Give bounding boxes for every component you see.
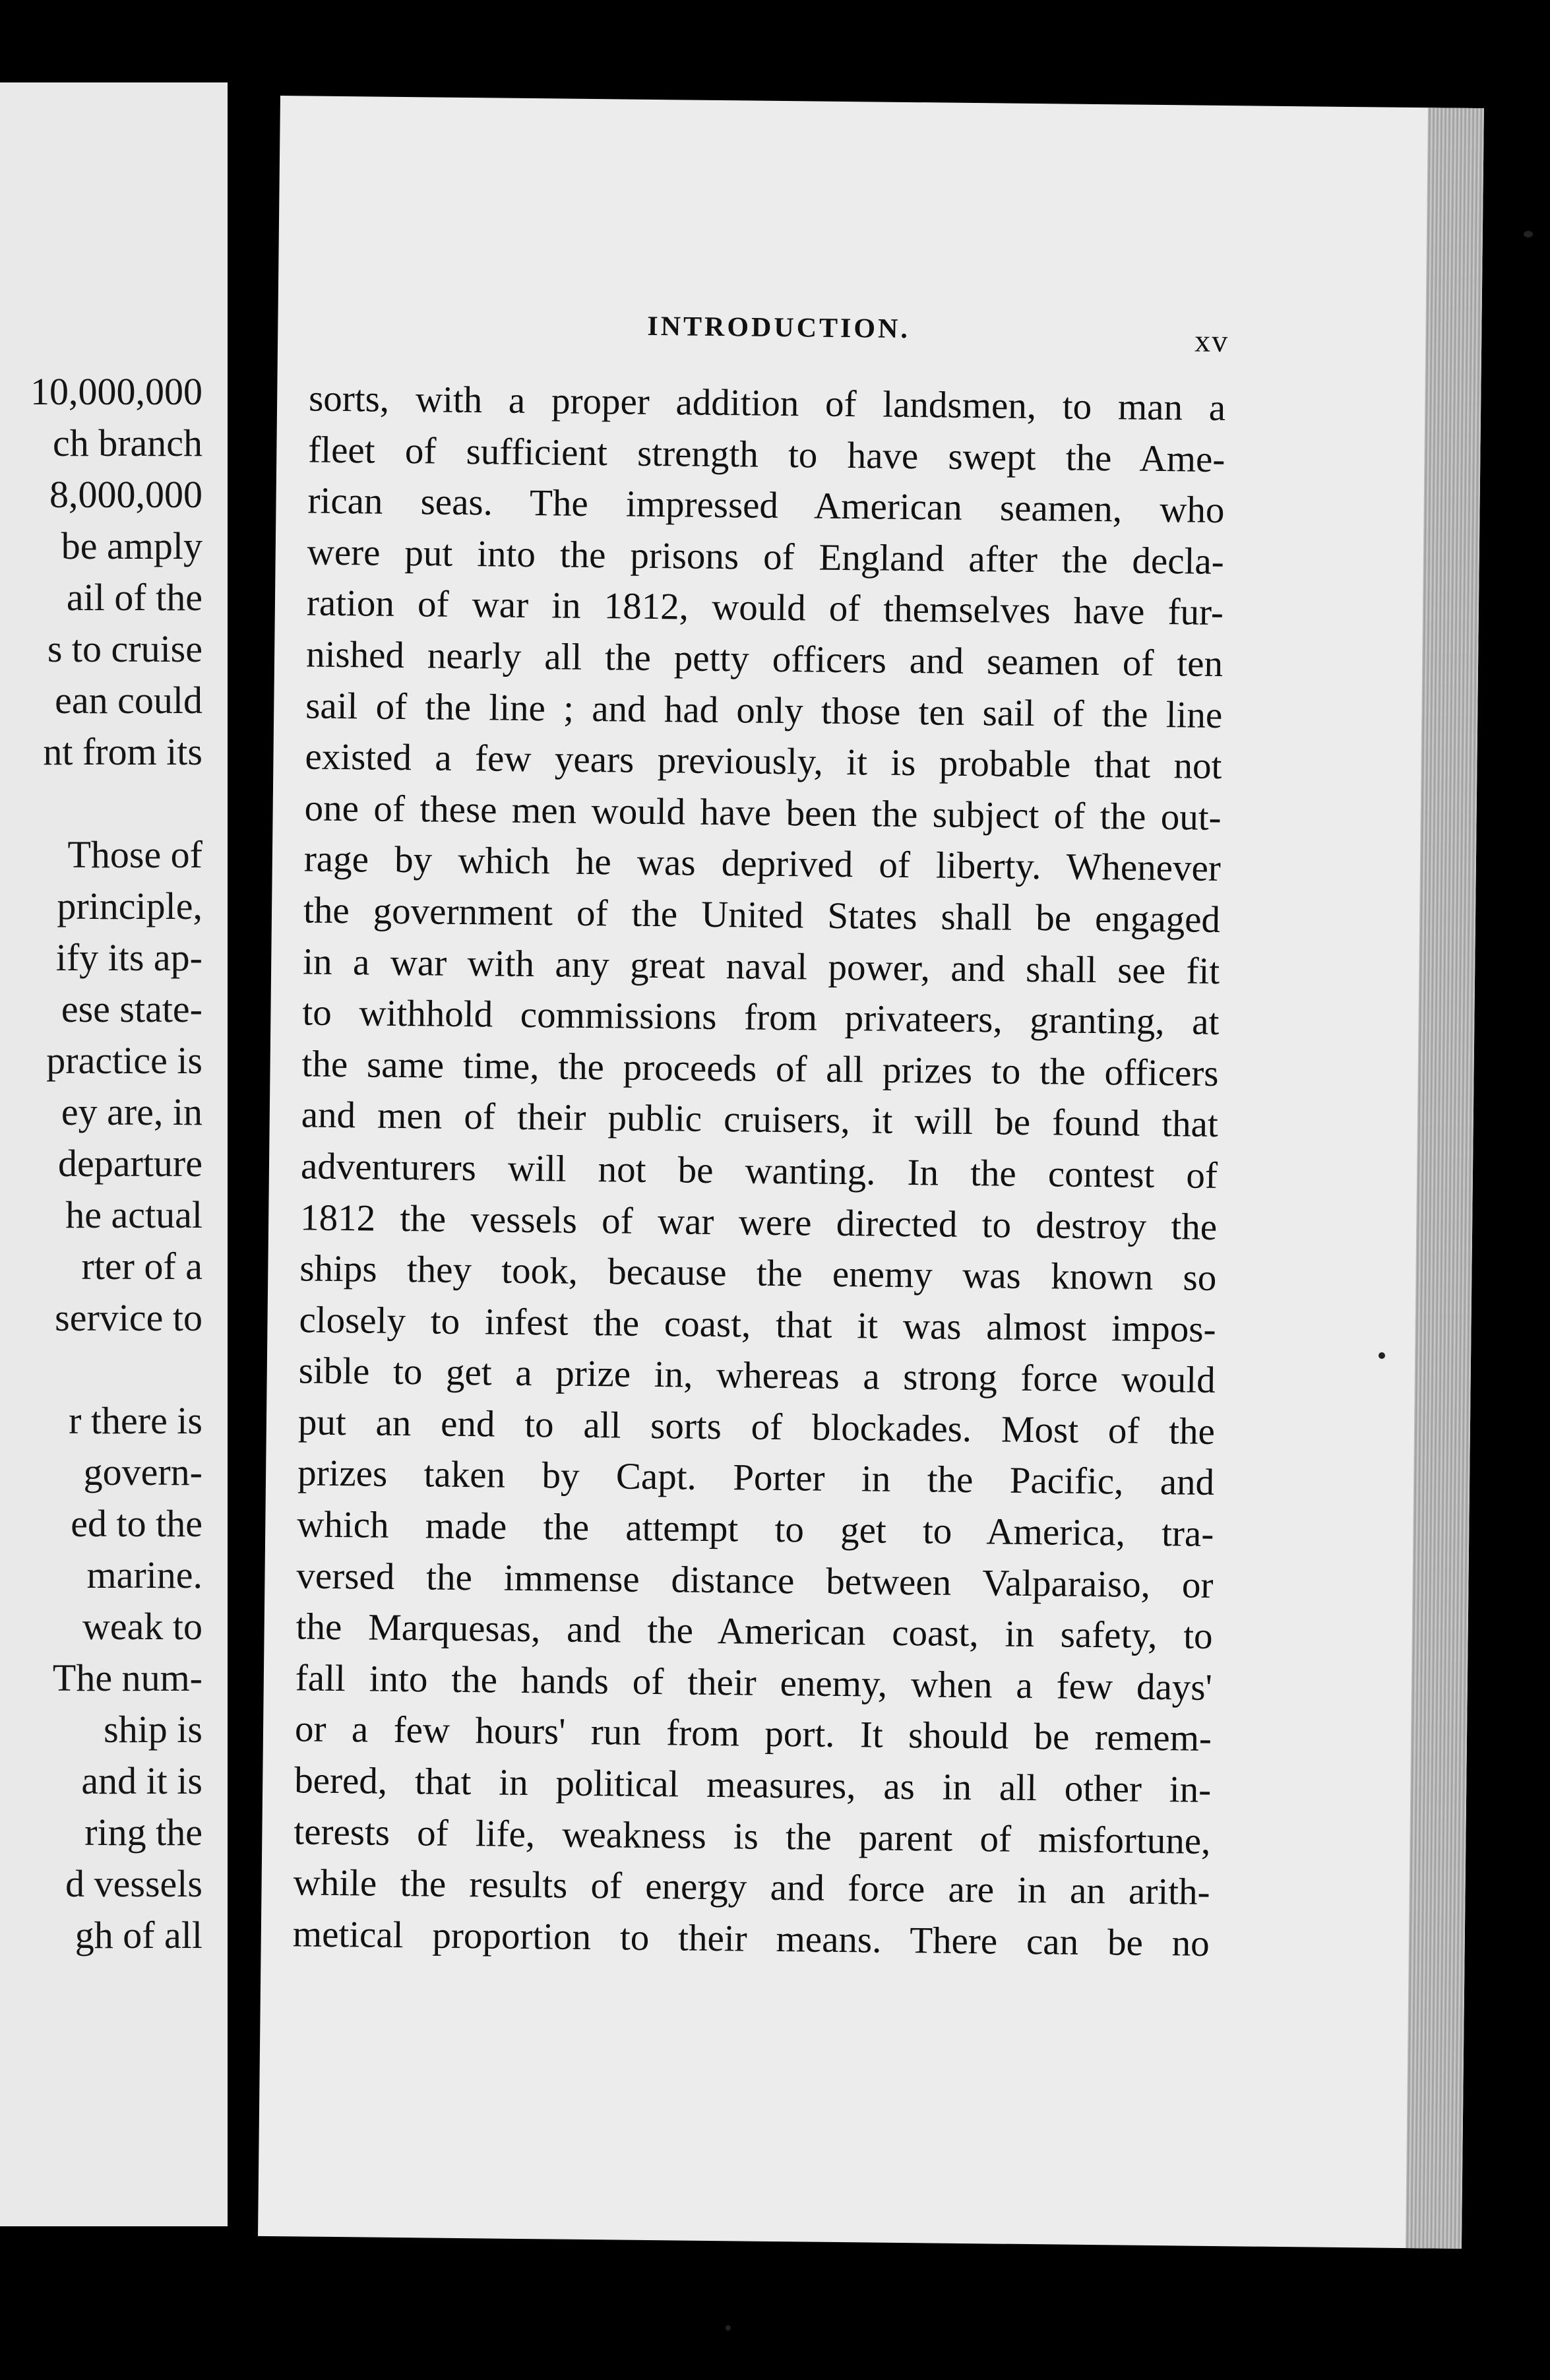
text-line: existed a few years previously, it is probable that not	[305, 736, 1222, 788]
text-line: 1812 the vessels of war were directed to destroy the	[299, 1196, 1218, 1248]
text-line: principle,	[57, 885, 202, 927]
text-line: 10,000,000	[30, 370, 202, 413]
text-line: govern-	[83, 1451, 202, 1493]
text-line: rage by which he was deprived of liberty. Whenever	[303, 838, 1222, 890]
text-line	[30, 1344, 202, 1395]
text-line: fleet of sufficient strength to have swept the Ame-	[308, 429, 1225, 480]
text-line: ail of the	[66, 576, 202, 619]
text-line	[30, 778, 202, 829]
text-line: adventurers will not be wanting. In the contest of	[300, 1145, 1218, 1197]
text-line: while the results of energy and force are in an arith-	[293, 1862, 1210, 1914]
text-line: rter of a	[81, 1245, 202, 1288]
text-line: sorts, with a proper addition of landsmen, to man a	[308, 377, 1226, 429]
text-line: sible to get a prize in, whereas a strong force would	[298, 1350, 1216, 1402]
dust-speck	[1524, 231, 1533, 237]
text-line: one of these men would have been the subject of the out-	[304, 787, 1222, 838]
text-line: d vessels	[65, 1862, 202, 1905]
text-line: ship is	[104, 1708, 202, 1751]
text-line: were put into the prisons of England after the decla-	[307, 531, 1225, 582]
text-line: the government of the United States shall be engaged	[303, 889, 1221, 941]
text-line: in a war with any great naval power, and shall see fit	[302, 940, 1220, 992]
text-line: ese state-	[61, 987, 202, 1030]
text-line: be amply	[61, 524, 202, 567]
text-line: ed to the	[71, 1502, 202, 1545]
text-line: marine.	[86, 1553, 202, 1596]
text-line: ify its ap-	[55, 936, 202, 979]
text-line: ships they took, because the enemy was known so	[299, 1247, 1217, 1300]
text-line: departure	[58, 1142, 202, 1185]
text-line: nished nearly all the petty officers and seamen of ten	[305, 633, 1224, 685]
page-edge	[1406, 108, 1484, 2249]
text-line: sail of the line ; and had only those ten sail of the line	[305, 685, 1223, 736]
text-line: the same time, the proceeds of all prizes to the officers	[301, 1043, 1219, 1094]
text-line: ey are, in	[61, 1090, 202, 1133]
text-line: Those of	[67, 833, 202, 876]
left-page	[0, 82, 228, 2226]
text-line: weak to	[82, 1605, 202, 1648]
text-line: ch branch	[52, 422, 202, 464]
text-line: to withhold commissions from privateers, granting, at	[302, 991, 1220, 1044]
text-line: which made the attempt to get to America, tra-	[296, 1503, 1214, 1555]
text-line: r there is	[69, 1399, 202, 1442]
text-line: and men of their public cruisers, it will be found that	[301, 1094, 1219, 1146]
text-line: ean could	[55, 679, 202, 722]
text-line: ration of war in 1812, would of themselves have fur-	[306, 582, 1224, 634]
text-line: 8,000,000	[49, 473, 202, 516]
text-line: nt from its	[43, 730, 202, 773]
page-number: xv	[1194, 323, 1229, 360]
text-line: practice is	[46, 1039, 202, 1082]
text-line: rican seas. The impressed American seamen, who	[307, 480, 1225, 532]
text-line: he actual	[65, 1193, 202, 1236]
text-line: s to cruise	[47, 627, 202, 670]
text-line: prizes taken by Capt. Porter in the Pacific, and	[297, 1452, 1215, 1504]
text-line: metical proportion to their means. There can be no	[292, 1913, 1210, 1964]
text-line: fall into the hands of their enemy, when a few days'	[295, 1657, 1213, 1708]
text-line: closely to infest the coast, that it was almost impos-	[299, 1299, 1216, 1350]
text-line: service to	[55, 1296, 202, 1339]
text-line: The num-	[52, 1656, 202, 1699]
text-line: terests of life, weakness is the parent of misfortune,	[294, 1810, 1211, 1862]
text-line: bered, that in political measures, as in all other in-	[294, 1759, 1212, 1811]
body-text	[292, 373, 1225, 1969]
text-line: gh of all	[75, 1914, 202, 1957]
text-line: ring the	[84, 1811, 202, 1854]
text-line: or a few hours' run from port. It should be remem-	[294, 1708, 1212, 1760]
left-page-text	[30, 366, 202, 1961]
text-line: the Marquesas, and the American coast, in safety, to	[295, 1606, 1213, 1658]
running-head: INTRODUCTION.	[647, 311, 911, 345]
text-line: put an end to all sorts of blockades. Most of the	[297, 1401, 1216, 1453]
right-page	[258, 96, 1484, 2249]
dust-speck	[1379, 1352, 1385, 1359]
text-line: and it is	[81, 1759, 202, 1802]
text-line: versed the immense distance between Valparaiso, or	[296, 1555, 1214, 1606]
dust-speck	[726, 2325, 731, 2331]
